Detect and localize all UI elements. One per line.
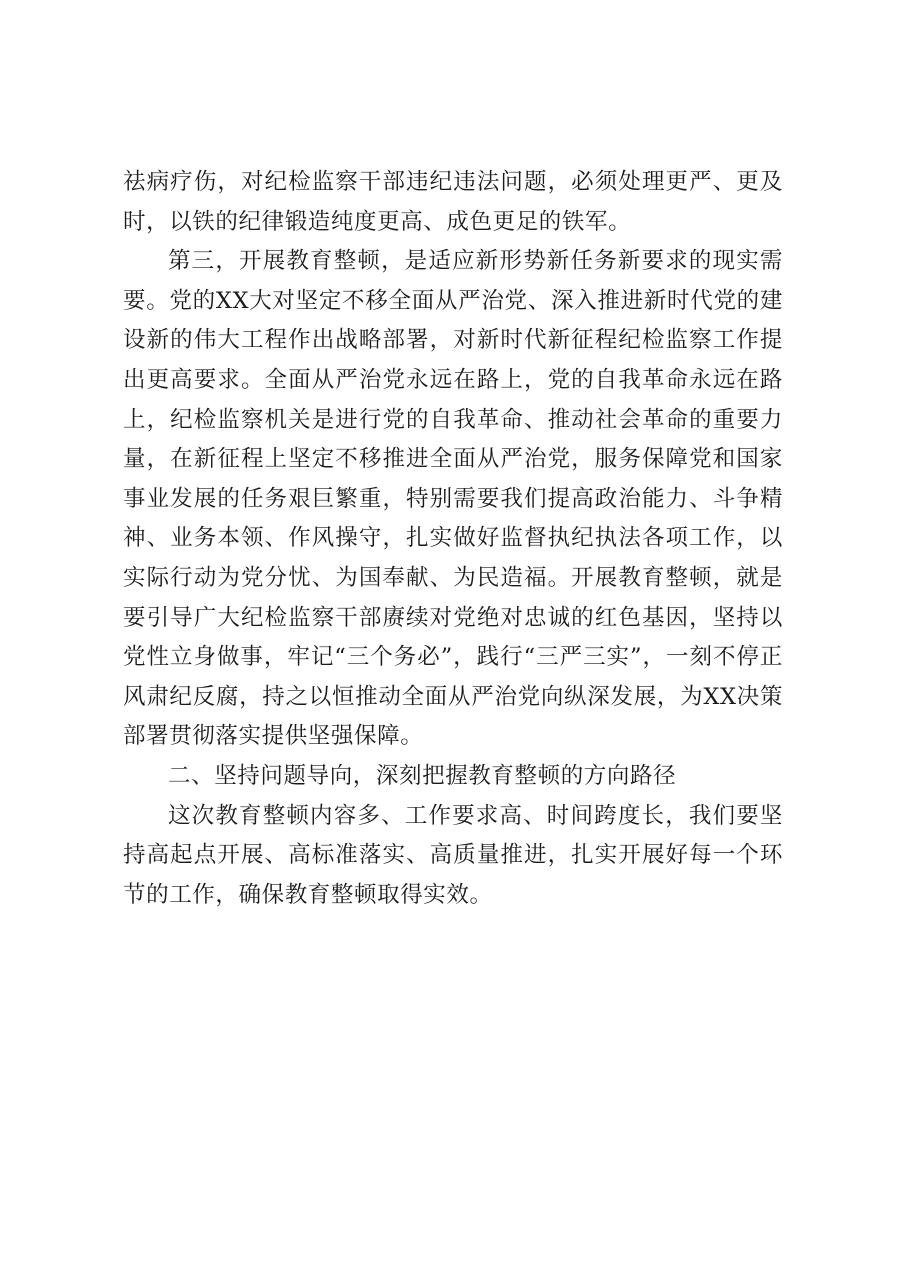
document-page xyxy=(123,163,783,915)
paragraph-section-intro: 这次教育整顿内容多、工作要求高、时间跨度长，我们要坚持高起点开展、高标准落实、高质量推进，扎实开展好每一个环节的工作，确保教育整顿取得实效。 xyxy=(123,802,783,908)
paragraph-third-point: 第三，开展教育整顿，是适应新形势新任务新要求的现实需要。党的XX大对坚定不移全面从严治党、深入推进新时代党的建设新的伟大工程作出战略部署，对新时代新征程纪检监察工作提出更高要求。全面从严治党永远在路上，党的自我革命永远在路上，纪检监察机关是进行党的自我革命、推动社会革命的重要力量，在新征程上坚定不移推进全面从严治党，服务保障党和国家事业发展的任务艰巨繁重，特别需要我们提高政治能力、斗争精神、业务本领、作风操守，扎实做好监督执纪执法各项工作，以实际行动为党分忧、为国奉献、为民造福。开展教育整顿，就是要引导广大纪检监察干部赓续对党绝对忠诚的红色基因，坚持以党性立身做事，牢记“三个务必”，践行“三严三实”，一刻不停正风肃纪反腐，持之以恒推动全面从严治党向纵深发展，为XX决策部署贯彻落实提供坚强保障。 xyxy=(123,248,783,750)
section-heading: 二、坚持问题导向，深刻把握教育整顿的方向路径 xyxy=(168,762,677,789)
paragraph-continuation: 祛病疗伤，对纪检监察干部违纪违法问题，必须处理更严、更及时，以铁的纪律锻造纯度更高、成色更足的铁军。 xyxy=(123,169,783,235)
